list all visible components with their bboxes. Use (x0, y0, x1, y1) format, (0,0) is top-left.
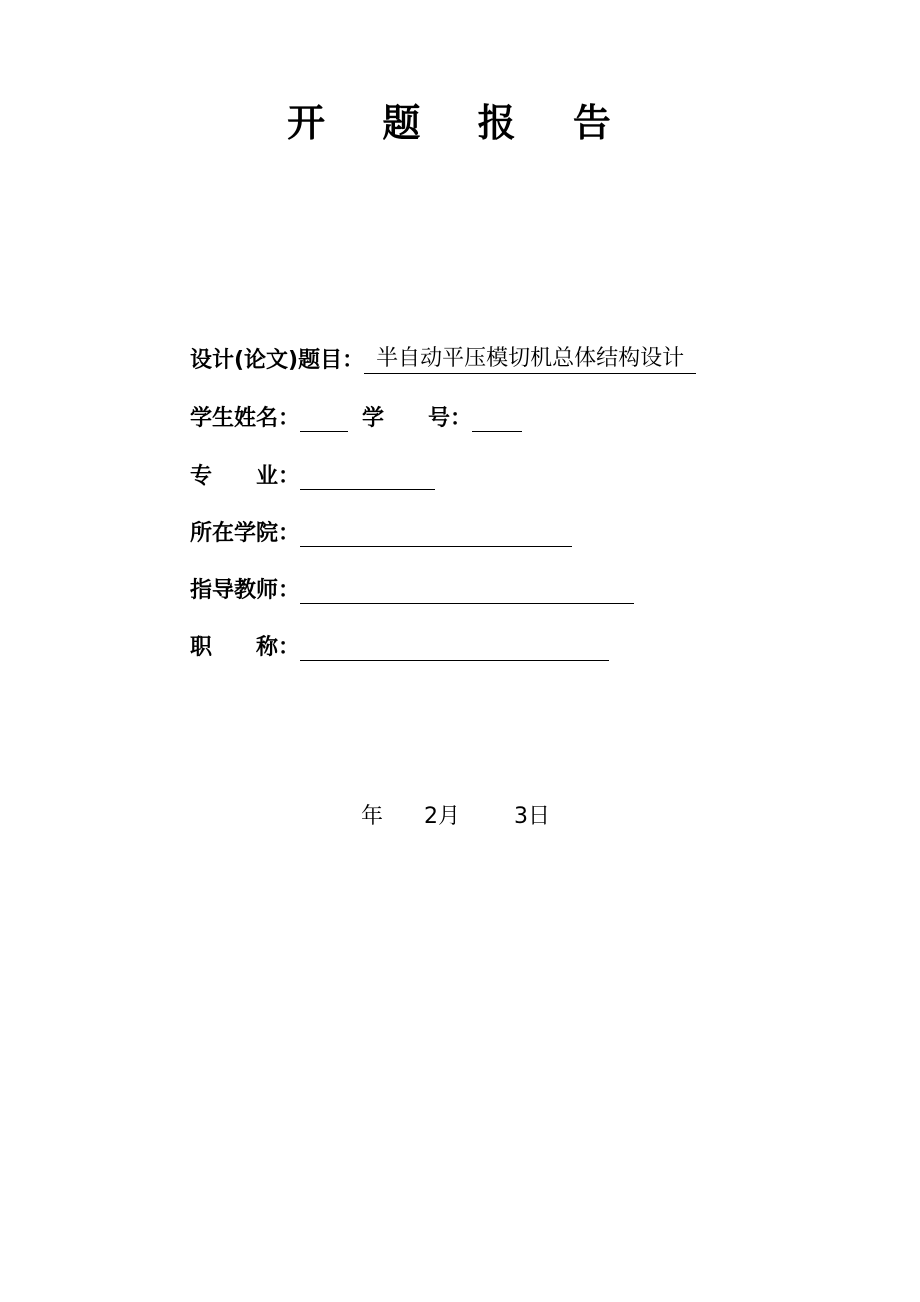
date-day: 3日 (514, 804, 550, 829)
student-row (190, 402, 522, 434)
topic-label: 设计(论文)题目： (190, 348, 365, 373)
advisor-label: 指导教师： (190, 578, 301, 603)
student-name-blank[interactable] (300, 405, 348, 432)
advisor-row (190, 574, 634, 606)
college-blank[interactable] (300, 520, 572, 547)
college-label: 所在学院： (190, 521, 301, 546)
major-blank[interactable] (300, 463, 435, 490)
advisor-blank[interactable] (300, 577, 634, 604)
date-year: 年 (361, 804, 384, 829)
topic-value[interactable]: 半自动平压模切机总体结构设计 (364, 345, 696, 374)
rank-blank[interactable] (300, 634, 609, 661)
topic-row (190, 344, 696, 376)
student-id-label: 学 号： (362, 406, 473, 431)
date-month: 2月 (424, 804, 460, 829)
page-title: 开 题 报 告 (287, 100, 633, 145)
major-label: 专 业： (190, 464, 301, 489)
major-row (190, 460, 435, 492)
date-line (0, 802, 920, 834)
college-row (190, 517, 572, 549)
rank-label: 职 称： (190, 635, 301, 660)
student-name-label: 学生姓名： (190, 406, 301, 431)
student-id-blank[interactable] (472, 405, 522, 432)
rank-row (190, 631, 609, 663)
